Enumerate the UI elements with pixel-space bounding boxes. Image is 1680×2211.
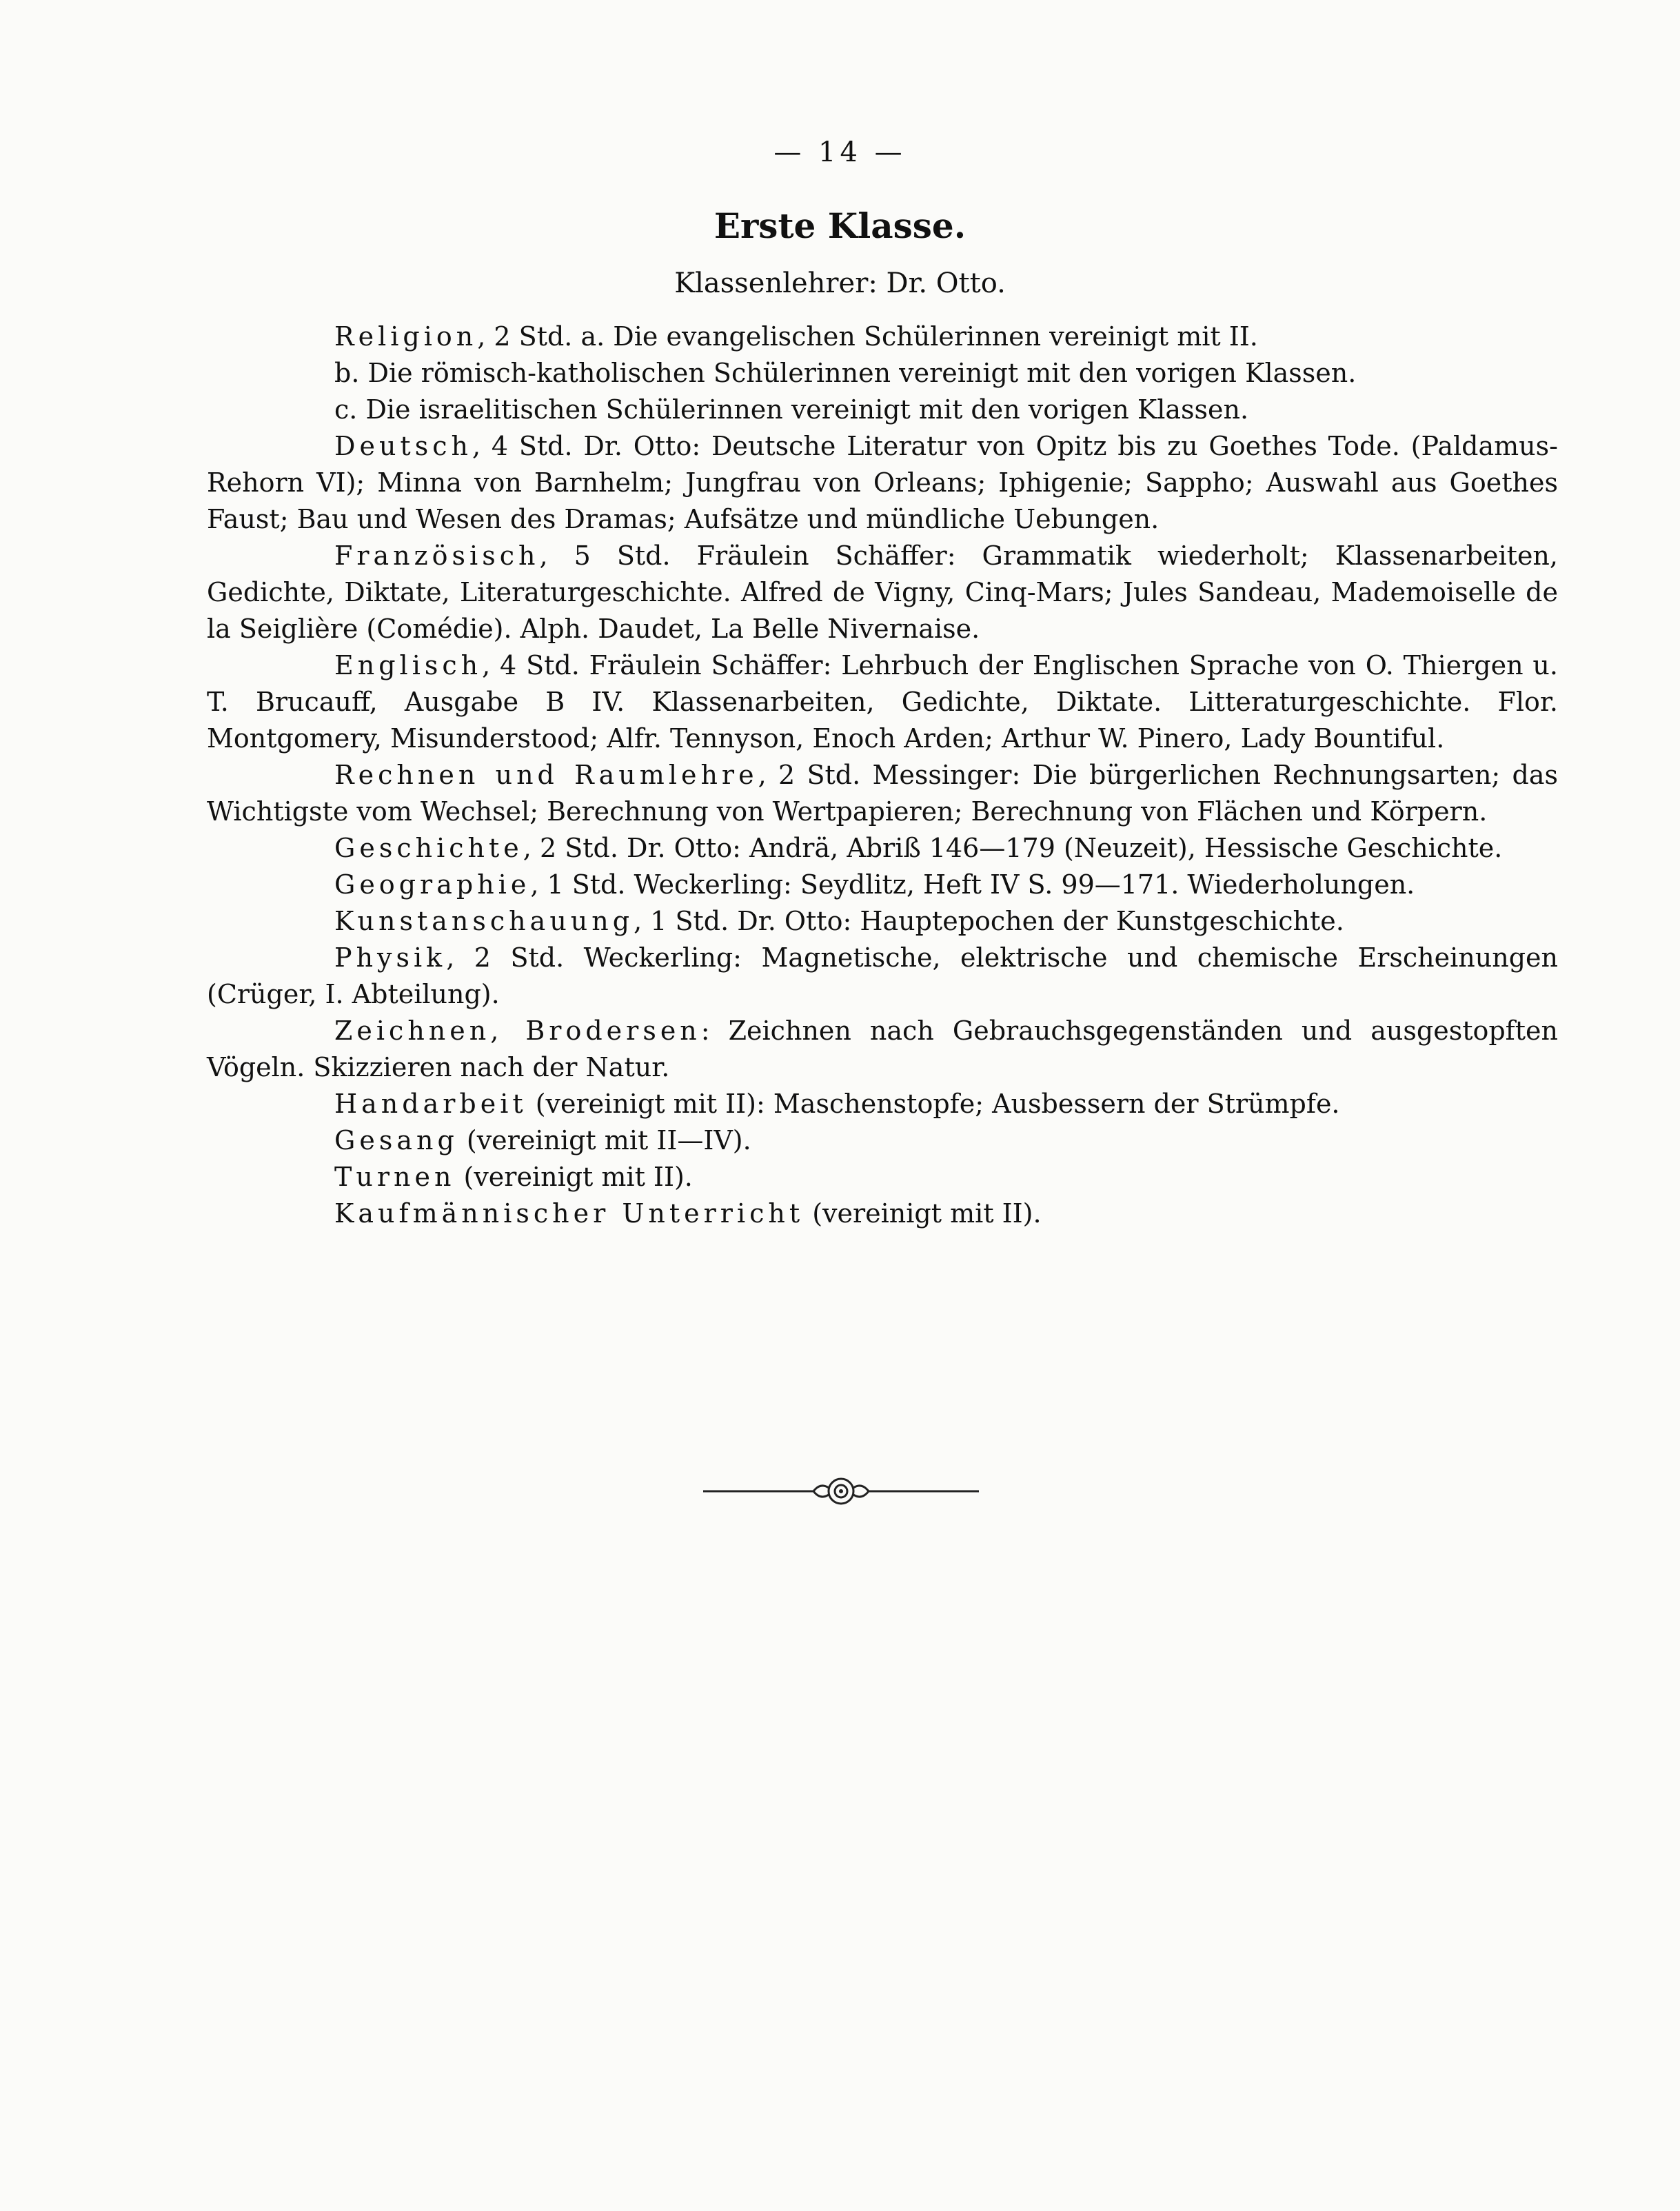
- subject-geographie: [207, 867, 1558, 903]
- subject-turnen: [207, 1159, 1558, 1195]
- subject-physik: [207, 940, 1558, 1013]
- class-teacher: Klassenlehrer: Dr. Otto.: [674, 267, 1006, 299]
- subject-franzoesisch: [207, 538, 1558, 647]
- subject-religion-b: [207, 355, 1558, 392]
- subject-text: (vereinigt mit II).: [804, 1198, 1042, 1229]
- subject-name: Geschichte: [334, 833, 523, 863]
- subject-name: Geographie: [334, 869, 531, 900]
- subject-text: , 5 Std. Fräulein Schäffer: Grammatik wiederholt; Klassenarbeiten, Gedichte, Diktate, Literaturgeschichte. Alfred de Vigny, Cinq-Mars; Jules Sandeau, Mademoiselle de la Seiglière (Comédie). Alph. Daudet, La Belle Nivernaise.: [207, 541, 1558, 644]
- subject-name: Rechnen und Raumlehre: [334, 760, 758, 790]
- subject-handarbeit: [207, 1086, 1558, 1122]
- subject-geschichte: [207, 830, 1558, 867]
- subject-religion-c: [207, 392, 1558, 428]
- page-number: — 14 —: [773, 137, 907, 168]
- subject-kunstanschauung: [207, 903, 1558, 940]
- subject-text: : Zeichnen nach Gebrauchsgegenständen und ausgestopften Vögeln. Skizzieren nach der Natur.: [207, 1016, 1558, 1082]
- subject-text: (vereinigt mit II).: [455, 1162, 693, 1192]
- subject-text: (vereinigt mit II): Maschenstopfe; Ausbessern der Strümpfe.: [527, 1089, 1340, 1119]
- subject-englisch: [207, 647, 1558, 757]
- subject-text: (vereinigt mit II—IV).: [458, 1125, 751, 1155]
- subject-name: Französisch: [334, 541, 540, 571]
- subject-rechnen: [207, 757, 1558, 830]
- subject-text: , 2 Std. Weckerling: Magnetische, elektrische und chemische Erscheinungen (Crüger, I. Abteilung).: [207, 942, 1558, 1009]
- subject-text: , 2 Std. a. Die evangelischen Schülerinnen vereinigt mit II.: [477, 321, 1258, 352]
- subject-text: , 2 Std. Dr. Otto: Andrä, Abriß 146—179 (Neuzeit), Hessische Geschichte.: [523, 833, 1503, 863]
- subject-text: , 4 Std. Dr. Otto: Deutsche Literatur von Opitz bis zu Goethes Tode. (Paldamus-Rehorn VI); Minna von Barnhelm; Jungfrau von Orleans; Iphigenie; Sappho; Auswahl aus Goethes Faust; Bau und Wesen des Dramas; Aufsätze und mündliche Uebungen.: [207, 431, 1558, 534]
- divider-ornament: [703, 1474, 979, 1508]
- subject-name: Religion: [334, 321, 478, 352]
- subject-zeichnen: [207, 1013, 1558, 1086]
- subject-name: Englisch: [334, 650, 483, 680]
- subject-list: [207, 319, 1558, 1232]
- subject-name: Gesang: [334, 1125, 458, 1155]
- subject-name: Handarbeit: [334, 1089, 527, 1119]
- subject-text: b. Die römisch-katholischen Schülerinnen vereinigt mit den vorigen Klassen.: [334, 358, 1357, 388]
- subject-name: Kunstanschauung: [334, 906, 634, 936]
- section-title: Erste Klasse.: [714, 205, 966, 246]
- subject-text: , 1 Std. Weckerling: Seydlitz, Heft IV S. 99—171. Wiederholungen.: [530, 869, 1415, 900]
- subject-religion: [207, 319, 1558, 355]
- subject-deutsch: [207, 428, 1558, 538]
- subject-name: Deutsch: [334, 431, 472, 461]
- subject-name: Physik: [334, 942, 447, 973]
- subject-text: , 2 Std. Messinger: Die bürgerlichen Rechnungsarten; das Wichtigste vom Wechsel; Berechnung von Wertpapieren; Berechnung von Flächen und Körpern.: [207, 760, 1559, 827]
- subject-kaufmaennisch: [207, 1195, 1558, 1232]
- subject-text: , 4 Std. Fräulein Schäffer: Lehrbuch der Englischen Sprache von O. Thiergen u. T. Brucauff, Ausgabe B IV. Klassenarbeiten, Gedichte, Diktate. Litteraturgeschichte. Flor. Montgomery, Misunderstood; Alfr. Tennyson, Enoch Arden; Arthur W. Pinero, Lady Bountiful.: [207, 650, 1558, 754]
- subject-name: Kaufmännischer Unterricht: [334, 1198, 804, 1229]
- subject-text: , 1 Std. Dr. Otto: Hauptepochen der Kunstgeschichte.: [634, 906, 1344, 936]
- subject-name: Turnen: [334, 1162, 456, 1192]
- subject-text: c. Die israelitischen Schülerinnen vereinigt mit den vorigen Klassen.: [334, 394, 1249, 425]
- subject-gesang: [207, 1122, 1558, 1159]
- subject-name: Zeichnen, Brodersen: [334, 1016, 701, 1046]
